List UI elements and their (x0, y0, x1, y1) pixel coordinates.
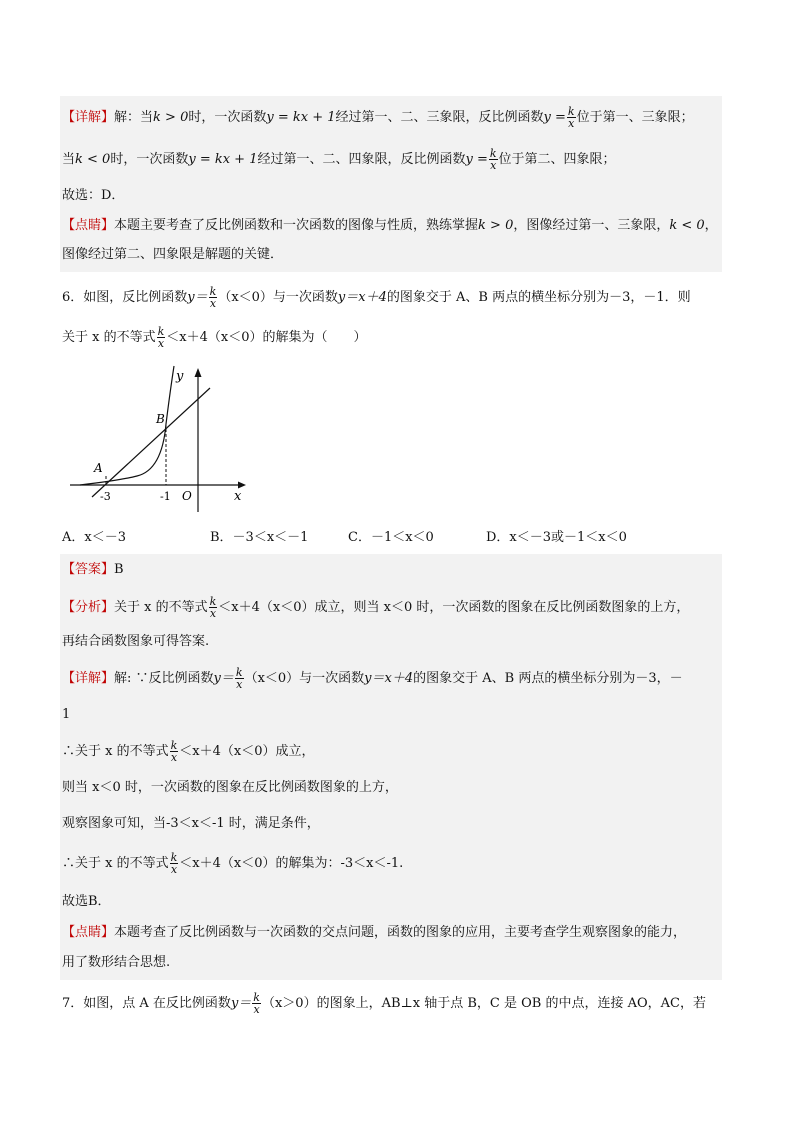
y-axis-arrow (195, 368, 202, 377)
fraction: $\frac{k}{x}$ (489, 147, 497, 172)
q6-analysis-line1: 【分析】关于 x 的不等式 $\frac{k}{x}$ ＜x＋4（x＜0）成立，则当 x＜0 时，一次函数的图象在反比例函数图象的上方， (62, 595, 690, 620)
option-a[interactable]: A．x＜－3 (62, 530, 126, 545)
point-a-label: A (94, 461, 103, 475)
q5-choose: 故选：D． (62, 188, 125, 203)
fraction: $\frac{k}{x}$ (235, 666, 243, 691)
fraction: $\frac{k}{x}$ (170, 851, 178, 876)
q6-answer: 【答案】B (62, 562, 124, 577)
origin-label: O (182, 489, 192, 503)
fraction: $\frac{k}{x}$ (170, 739, 178, 764)
q6-comment-line2: 用了数形结合思想. (62, 955, 171, 970)
q6-detail-line3: ∴关于 x 的不等式 $\frac{k}{x}$ ＜x＋4（x＜0）成立， (62, 739, 315, 764)
q6-detail-line1: 【详解】解: ∵反比例函数y＝ $\frac{k}{x}$ （x＜0）与一次函数y＝x＋4的图象交于 A、B 两点的横坐标分别为－3，－ (62, 666, 683, 691)
q6-question-line2: 关于 x 的不等式 $\frac{k}{x}$ ＜x＋4（x＜0）的解集为（ ） (62, 325, 367, 350)
q6-detail-line4: 则当 x＜0 时，一次函数的图象在反比例函数图象的上方， (62, 780, 398, 795)
q6-question-line1: 6．如图，反比例函数y＝ $\frac{k}{x}$ （x＜0）与一次函数y＝x＋4的图象交于 A、B 两点的横坐标分别为－3，－1．则 (62, 285, 691, 310)
q5-comment-line2: 图像经过第二、四象限是解题的关键． (62, 247, 284, 262)
q6-comment-line1: 【点睛】本题考查了反比例函数与一次函数的交点问题，函数的图象的应用，主要考查学生观察图象的能力， (62, 925, 687, 940)
x-axis-label: x (234, 489, 242, 504)
q7-question-line1: 7．如图，点 A 在反比例函数y＝ $\frac{k}{x}$ （x＞0）的图象上，AB⊥x 轴于点 B，C 是 OB 的中点，连接 AO，AC，若 (62, 991, 706, 1016)
fraction: $\frac{k}{x}$ (567, 105, 575, 130)
option-b[interactable]: B．－3＜x＜－1 (210, 530, 309, 545)
option-d[interactable]: D．x＜－3或－1＜x＜0 (486, 530, 627, 545)
fraction: $\frac{k}{x}$ (209, 595, 217, 620)
option-c[interactable]: C．－1＜x＜0 (348, 530, 434, 545)
q6-detail-line6: ∴关于 x 的不等式 $\frac{k}{x}$ ＜x＋4（x＜0）的解集为：-3＜x＜-1. (62, 851, 404, 876)
q6-detail-line2: 1 (62, 707, 71, 722)
q6-function-graph (62, 362, 262, 522)
fraction: $\frac{k}{x}$ (209, 285, 217, 310)
fraction: $\frac{k}{x}$ (253, 991, 260, 1016)
q5-detail-line1: 【详解】解：当k > 0时，一次函数y = kx + 1经过第一、二、三象限，反比例函数y = $\frac{k}{x}$ 位于第一、三象限； (62, 105, 694, 130)
q6-choose: 故选B． (62, 894, 111, 909)
x-axis-arrow (238, 482, 246, 489)
q5-comment-line1: 【点睛】本题主要考查了反比例函数和一次函数的图像与性质，熟练掌握k > 0，图像经过第一、三象限，k < 0， (62, 218, 718, 233)
tick-label-a: -3 (100, 490, 111, 503)
point-b-label: B (156, 412, 165, 426)
tick-label-b: -1 (160, 490, 171, 503)
q6-detail-line5: 观察图象可知，当-3＜x＜-1 时，满足条件， (62, 816, 320, 831)
q6-analysis-line2: 再结合函数图象可得答案. (62, 634, 210, 649)
fraction: $\frac{k}{x}$ (157, 325, 165, 350)
y-axis-label: y (176, 369, 184, 384)
q5-detail-line2: 当k < 0时，一次函数y = kx + 1经过第一、二、四象限，反比例函数y = $\frac{k}{x}$ 位于第二、四象限； (62, 147, 616, 172)
